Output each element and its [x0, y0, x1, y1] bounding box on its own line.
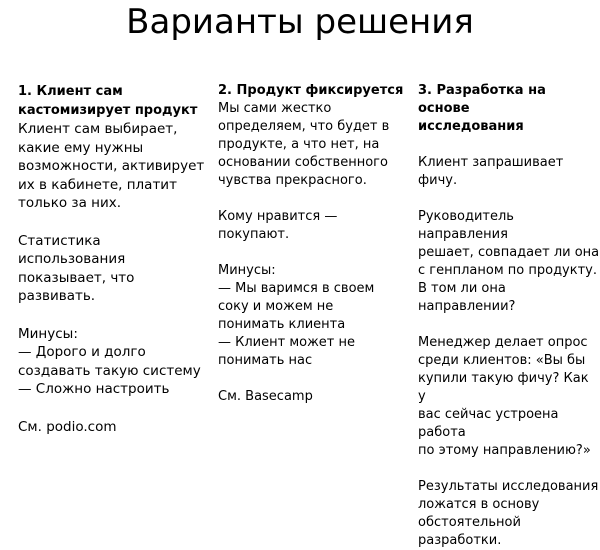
column-paragraph: Клиент запрашивает фичу. [418, 155, 564, 188]
column-heading: 1. Клиент сам кастомизирует продукт [18, 84, 198, 118]
paragraph-gap [218, 190, 410, 208]
column-paragraph: Руководитель направления решает, совпадает ли она с генпланом по продукту. В том ли она направлении? [418, 209, 600, 314]
column-customization [18, 82, 208, 436]
column-heading: 3. Разработка на основе исследования [418, 83, 546, 134]
paragraph-gap [18, 213, 208, 232]
paragraph-gap [418, 136, 600, 154]
paragraph-gap [418, 190, 600, 208]
column-paragraph: Кому нравится — покупают. [218, 209, 338, 242]
column-heading: 2. Продукт фиксируется [218, 83, 404, 98]
paragraph-gap [18, 306, 208, 325]
column-paragraph: См. podio.com [18, 418, 117, 435]
column-research [418, 82, 600, 550]
column-paragraph: Мы сами жестко определяем, что будет в продукте, а что нет, на основании собственного чувства прекрасного. [218, 101, 390, 188]
paragraph-gap [218, 244, 410, 262]
column-paragraph: Статистика использования показывает, что развивать. [18, 232, 135, 304]
paragraph-gap [218, 370, 410, 388]
slide-title: Варианты решения [126, 2, 474, 42]
paragraph-gap [18, 399, 208, 418]
column-paragraph: См. Basecamp [218, 389, 313, 404]
column-paragraph: Клиент сам выбирает, какие ему нужны возможности, активирует их в кабинете, платит только за них. [18, 121, 205, 211]
column-paragraph: Результаты исследования ложатся в основу обстоятельной разработки. [418, 479, 599, 548]
paragraph-gap [418, 316, 600, 334]
column-paragraph: Минусы: — Мы варимся в своем соку и можем не понимать клиента — Клиент может не понимать нас [218, 263, 375, 368]
column-paragraph: Менеджер делает опрос среди клиентов: «Вы бы купили такую фичу? Как у вас сейчас устроена работа по этому направлению?» [418, 335, 591, 458]
column-paragraph: Минусы: — Дорого и долго создавать такую систему — Сложно настроить [18, 325, 201, 397]
column-fixed-product [218, 82, 410, 406]
paragraph-gap [418, 460, 600, 478]
